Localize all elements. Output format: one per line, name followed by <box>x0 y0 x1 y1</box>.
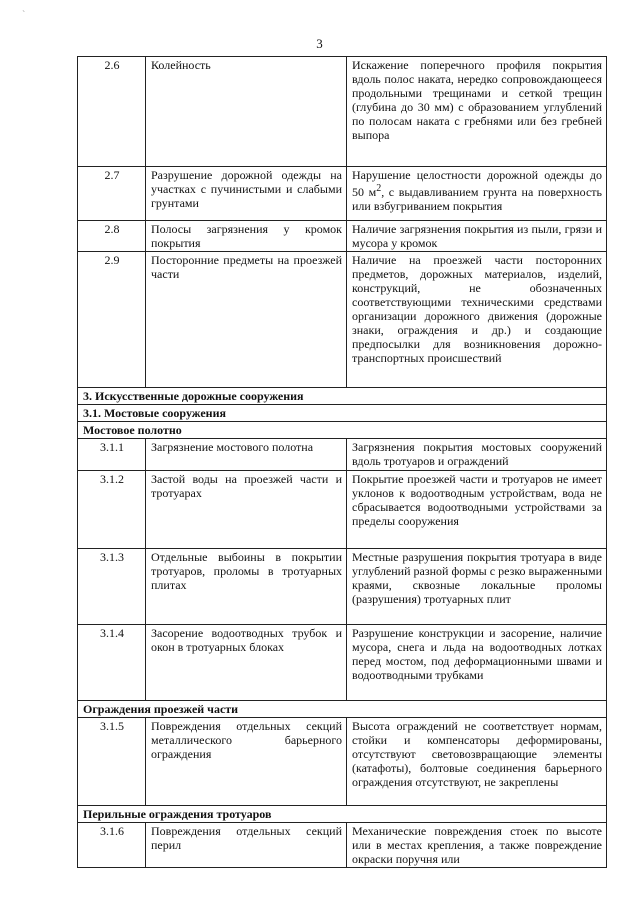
superscript: 2 <box>376 183 382 194</box>
description-part: Нарушение целостности дорожной одежды до 50 м <box>352 168 602 199</box>
row-number: 3.1.2 <box>78 471 146 549</box>
row-number: 3.1.1 <box>78 439 146 471</box>
subsection-heading <box>78 422 607 439</box>
row-number: 3.1.6 <box>78 823 146 868</box>
table-row <box>78 471 607 549</box>
subsection-title: Мостовое полотно <box>78 422 607 439</box>
defect-name: Посторонние предметы на проезжей части <box>146 252 347 388</box>
defect-name: Отдельные выбоины в покрытии тротуаров, проломы в тротуарных плитах <box>146 549 347 625</box>
defect-name: Колейность <box>146 57 347 167</box>
defect-name: Полосы загрязнения у кромок покрытия <box>146 221 347 252</box>
defect-name: Загрязнение мостового полотна <box>146 439 347 471</box>
row-number: 3.1.5 <box>78 718 146 806</box>
defect-description: Наличие загрязнения покрытия из пыли, грязи и мусора у кромок <box>347 221 607 252</box>
table-row <box>78 718 607 806</box>
page-number: 3 <box>316 36 323 51</box>
section-title: 3.1. Мостовые сооружения <box>78 405 607 422</box>
row-number: 2.7 <box>78 167 146 221</box>
table-row <box>78 823 607 868</box>
defects-table <box>77 56 607 868</box>
defect-description: Механические повреждения стоек по высоте или в местах крепления, а также повреждение окраски поручня или <box>347 823 607 868</box>
defect-description: Наличие на проезжей части посторонних предметов, дорожных материалов, изделий, конструкций, не обозначенных соответствующими техническими средствами организации дорожного движения (дорожные знаки, ограждения и др.) и создающие предпосылки для возникновения дорожно-транспортных происшествий <box>347 252 607 388</box>
subsection-heading <box>78 806 607 823</box>
table-row <box>78 57 607 167</box>
defect-name: Разрушение дорожной одежды на участках с пучинистыми и слабыми грунтами <box>146 167 347 221</box>
defect-name: Повреждения отдельных секций металлического барьерного ограждения <box>146 718 347 806</box>
table-row <box>78 549 607 625</box>
defect-description: Покрытие проезжей части и тротуаров не имеет уклонов к водоотводным устройствам, вода не сбрасывается водоотводными устройствами за пределы сооружения <box>347 471 607 549</box>
scan-mark: ` <box>22 10 26 21</box>
defect-description <box>347 167 607 221</box>
table-row <box>78 439 607 471</box>
table-row <box>78 221 607 252</box>
subsection-title: Ограждения проезжей части <box>78 701 607 718</box>
defect-description: Разрушение конструкции и засорение, наличие мусора, снега и льда на водоотводных лотках перед мостом, под деформационными швами и водоотводными трубками <box>347 625 607 701</box>
table-row <box>78 252 607 388</box>
section-heading <box>78 405 607 422</box>
row-number: 3.1.3 <box>78 549 146 625</box>
row-number: 3.1.4 <box>78 625 146 701</box>
defect-description: Загрязнения покрытия мостовых сооружений вдоль тротуаров и ограждений <box>347 439 607 471</box>
defect-name: Застой воды на проезжей части и тротуарах <box>146 471 347 549</box>
section-title: 3. Искусственные дорожные сооружения <box>78 388 607 405</box>
row-number: 2.6 <box>78 57 146 167</box>
subsection-title: Перильные ограждения тротуаров <box>78 806 607 823</box>
defect-name: Повреждения отдельных секций перил <box>146 823 347 868</box>
row-number: 2.8 <box>78 221 146 252</box>
subsection-heading <box>78 701 607 718</box>
defect-description: Искажение поперечного профиля покрытия вдоль полос наката, нередко сопровождающееся продольными трещинами и сеткой трещин (глубина до 30 мм) с образованием углублений по полосам наката с гребнями или без гребней выпора <box>347 57 607 167</box>
defect-description: Местные разрушения покрытия тротуара в виде углублений разной формы с резко выраженными краями, сквозные локальные проломы (разрушения) тротуарных плит <box>347 549 607 625</box>
table-row <box>78 167 607 221</box>
table-row <box>78 625 607 701</box>
section-heading <box>78 388 607 405</box>
defect-name: Засорение водоотводных трубок и окон в тротуарных блоках <box>146 625 347 701</box>
description-part: , с выдавливанием грунта на поверхность или взбугриванием покрытия <box>352 185 602 213</box>
defect-description: Высота ограждений не соответствует нормам, стойки и компенсаторы деформированы, отсутствуют световозвращающие элементы (катафоты), болтовые соединения барьерного ограждения отсутствуют, не закреплены <box>347 718 607 806</box>
row-number: 2.9 <box>78 252 146 388</box>
